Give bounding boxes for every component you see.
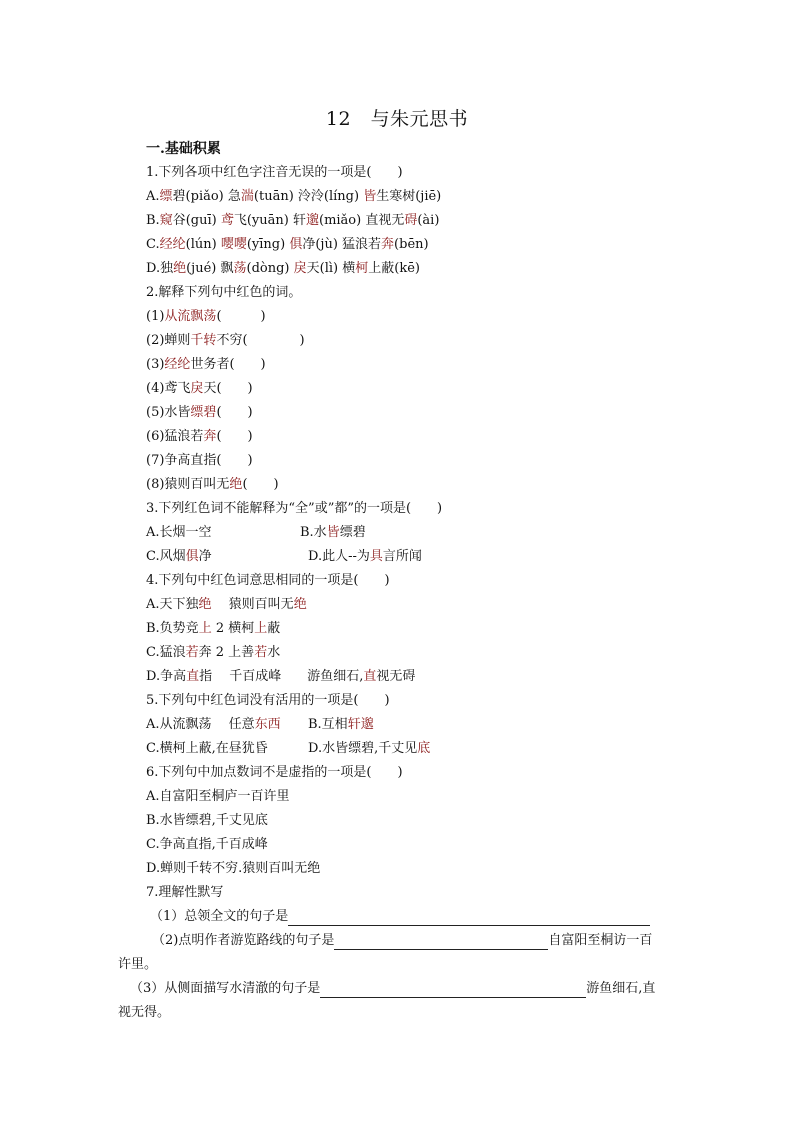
text-segment: 净(jù) 猛浪若 xyxy=(302,237,382,252)
q7-part2-text: （2)点明作者游览路线的句子是 xyxy=(152,933,335,948)
q6-option-b xyxy=(146,812,268,830)
highlighted-word: 窥 xyxy=(159,213,173,228)
q6-option-d xyxy=(146,860,320,878)
text-segment: ( ) xyxy=(242,477,279,492)
text-segment: ( ) xyxy=(216,309,266,324)
q5-stem: 5.下列句中红色词没有活用的一项是( ) xyxy=(146,693,390,708)
q7-part1 xyxy=(150,908,650,926)
highlighted-word: 上 xyxy=(198,621,212,636)
text-segment: (5)水皆 xyxy=(146,405,191,420)
text-segment: D.此人--为 xyxy=(308,549,370,564)
highlighted-word: 邈 xyxy=(305,213,319,228)
highlighted-word: 缥碧 xyxy=(190,405,217,420)
q7-part3-after: 游鱼细石,直 xyxy=(586,981,656,996)
q2-item xyxy=(146,380,253,398)
text-segment: 谷(guī) xyxy=(172,213,221,228)
text-segment: ( ) xyxy=(216,405,253,420)
q7-part2-after: 自富阳至桐访一百 xyxy=(548,933,653,948)
text-segment: (6)猛浪若 xyxy=(146,429,204,444)
highlighted-word: 具 xyxy=(369,549,383,564)
q3-option-c xyxy=(146,548,212,566)
text-segment: 上蔽(kē) xyxy=(368,261,420,276)
text-segment: A.天下独 xyxy=(146,597,199,612)
answer-blank[interactable] xyxy=(288,911,650,926)
q1-option-c xyxy=(146,236,429,254)
text-segment: D.水皆缥碧,千丈见 xyxy=(308,741,418,756)
q3-option-b xyxy=(300,524,366,542)
page-title: 12 与朱元思书 xyxy=(325,108,469,130)
highlighted-word: 湍 xyxy=(240,189,254,204)
text-segment: (8)猿则百叫无 xyxy=(146,477,230,492)
q5-option-d xyxy=(308,740,430,758)
highlighted-word: 柯 xyxy=(355,261,369,276)
highlighted-word: 荡 xyxy=(233,261,247,276)
q4-option-b xyxy=(146,620,280,638)
highlighted-word: 鸢 xyxy=(220,213,234,228)
text-segment: ( ) xyxy=(216,429,253,444)
text-segment: C.横柯上蔽,在昼犹昏 xyxy=(146,741,268,756)
text-segment: (4)鸢飞 xyxy=(146,381,191,396)
text-segment: 缥碧 xyxy=(339,525,366,540)
q2-item xyxy=(146,404,253,422)
text-segment: (bēn) xyxy=(394,237,429,252)
q6-option-c xyxy=(146,836,268,854)
highlighted-word: 直 xyxy=(363,669,377,684)
text-segment: 视无碍 xyxy=(376,669,416,684)
highlighted-word: 底 xyxy=(417,741,431,756)
highlighted-word: 碍 xyxy=(404,213,418,228)
text-segment: (1) xyxy=(146,309,165,324)
q7-part3-text: （3）从侧面描写水清澈的句子是 xyxy=(130,981,321,996)
q1-option-a xyxy=(146,188,441,206)
text-segment: A.长烟一空 xyxy=(146,525,212,540)
text-segment: 2 横柯 xyxy=(211,621,255,636)
q1-stem: 1.下列各项中红色字注音无误的一项是( ) xyxy=(146,165,403,180)
q5-option-a xyxy=(146,716,281,734)
q4-option-a xyxy=(146,596,307,614)
text-segment: (dòng) xyxy=(246,261,294,276)
q2-item xyxy=(146,356,266,374)
highlighted-word: 若 xyxy=(185,645,199,660)
text-segment: D.争高 xyxy=(146,669,187,684)
q6-option-a xyxy=(146,788,290,806)
highlighted-word: 嘤嘤 xyxy=(220,237,247,252)
text-segment: A. xyxy=(146,189,160,204)
text-segment: C.争高直指,千百成峰 xyxy=(146,837,268,852)
text-segment: 碧(piǎo) 急 xyxy=(172,189,241,204)
highlighted-word: 绝 xyxy=(293,597,307,612)
q4-option-c xyxy=(146,644,280,662)
text-segment: C.猛浪 xyxy=(146,645,186,660)
highlighted-word: 东西 xyxy=(254,717,281,732)
text-segment: D.蝉则千转不穷.猿则百叫无绝 xyxy=(146,861,321,876)
text-segment: 不穷( ) xyxy=(216,333,305,348)
text-segment: (miǎo) 直视无 xyxy=(319,213,405,228)
text-segment: 天( ) xyxy=(203,381,253,396)
q4-stem: 4.下列句中红色词意思相同的一项是( ) xyxy=(146,573,390,588)
q7-stem: 7.理解性默写 xyxy=(146,885,224,900)
highlighted-word: 轩邈 xyxy=(347,717,374,732)
text-segment: (yīng) xyxy=(246,237,290,252)
q2-stem: 2.解释下列句中红色的词。 xyxy=(146,285,302,300)
text-segment: A.从流飘荡 任意 xyxy=(146,717,255,732)
highlighted-word: 经纶 xyxy=(159,237,186,252)
highlighted-word: 奔 xyxy=(203,429,217,444)
text-segment: 蔽 xyxy=(267,621,281,636)
q5-option-b xyxy=(308,716,374,734)
text-segment: (ài) xyxy=(417,213,440,228)
text-segment: (lún) xyxy=(185,237,221,252)
highlighted-word: 戾 xyxy=(190,381,204,396)
answer-blank[interactable] xyxy=(334,935,548,950)
q3-option-d xyxy=(308,548,422,566)
q2-item xyxy=(146,452,253,470)
highlighted-word: 皆 xyxy=(326,525,340,540)
text-segment: (tuān) 泠泠(líng) xyxy=(253,189,364,204)
q4-option-d xyxy=(146,668,415,686)
highlighted-word: 上 xyxy=(254,621,268,636)
q3-stem: 3.下列红色词不能解释为“全”或”都”的一项是( ) xyxy=(146,501,443,516)
text-segment: 天(lì) 横 xyxy=(306,261,356,276)
text-segment: 生寒树(jiē) xyxy=(376,189,442,204)
highlighted-word: 皆 xyxy=(363,189,377,204)
highlighted-word: 奔 xyxy=(381,237,395,252)
text-segment: C.风烟 xyxy=(146,549,186,564)
highlighted-word: 若 xyxy=(254,645,268,660)
highlighted-word: 俱 xyxy=(185,549,199,564)
text-segment: (7)争高直指( ) xyxy=(146,453,253,468)
q2-item xyxy=(146,308,266,326)
highlighted-word: 直 xyxy=(186,669,200,684)
q2-item xyxy=(146,476,279,494)
text-segment: B. xyxy=(146,213,160,228)
text-segment: (jué) 飘 xyxy=(186,261,234,276)
q7-part2 xyxy=(152,932,652,950)
text-segment: A.自富阳至桐庐一百许里 xyxy=(146,789,290,804)
highlighted-word: 俱 xyxy=(289,237,303,252)
text-segment: 奔 2 上善 xyxy=(198,645,255,660)
q2-item xyxy=(146,332,305,350)
text-segment: 言所闻 xyxy=(382,549,422,564)
text-segment: 飞(yuān) 轩 xyxy=(233,213,306,228)
highlighted-word: 经纶 xyxy=(164,357,191,372)
q5-option-c xyxy=(146,740,268,758)
text-segment: 猿则百叫无 xyxy=(211,597,294,612)
text-segment: C. xyxy=(146,237,160,252)
text-segment: (2)蝉则 xyxy=(146,333,191,348)
text-segment: D.独 xyxy=(146,261,174,276)
q3-option-a xyxy=(146,524,212,542)
text-segment: 世务者( ) xyxy=(190,357,266,372)
text-segment: 指 千百成峰 游鱼细石, xyxy=(199,669,364,684)
section-heading: 一.基础积累 xyxy=(146,141,221,157)
q7-part1-text: （1）总领全文的句子是 xyxy=(150,909,289,924)
text-segment: (3) xyxy=(146,357,165,372)
q1-option-d xyxy=(146,260,420,278)
q6-stem: 6.下列句中加点数词不是虚指的一项是( ) xyxy=(146,765,403,780)
q1-option-b xyxy=(146,212,439,230)
highlighted-word: 绝 xyxy=(198,597,212,612)
highlighted-word: 缥 xyxy=(159,189,173,204)
q7-part2-continuation: 许里。 xyxy=(118,957,158,972)
highlighted-word: 绝 xyxy=(173,261,187,276)
q2-item xyxy=(146,428,253,446)
text-segment: 净 xyxy=(198,549,212,564)
highlighted-word: 戾 xyxy=(293,261,307,276)
highlighted-word: 从流飘荡 xyxy=(164,309,217,324)
text-segment: B.水皆缥碧,千丈见底 xyxy=(146,813,268,828)
q7-part3 xyxy=(130,980,655,998)
text-segment: B.水 xyxy=(300,525,327,540)
text-segment: 水 xyxy=(267,645,281,660)
text-segment: B.负势竞 xyxy=(146,621,199,636)
highlighted-word: 千转 xyxy=(190,333,217,348)
text-segment: B.互相 xyxy=(308,717,348,732)
q7-part3-continuation: 视无得。 xyxy=(118,1005,171,1020)
answer-blank[interactable] xyxy=(320,983,586,998)
highlighted-word: 绝 xyxy=(229,477,243,492)
